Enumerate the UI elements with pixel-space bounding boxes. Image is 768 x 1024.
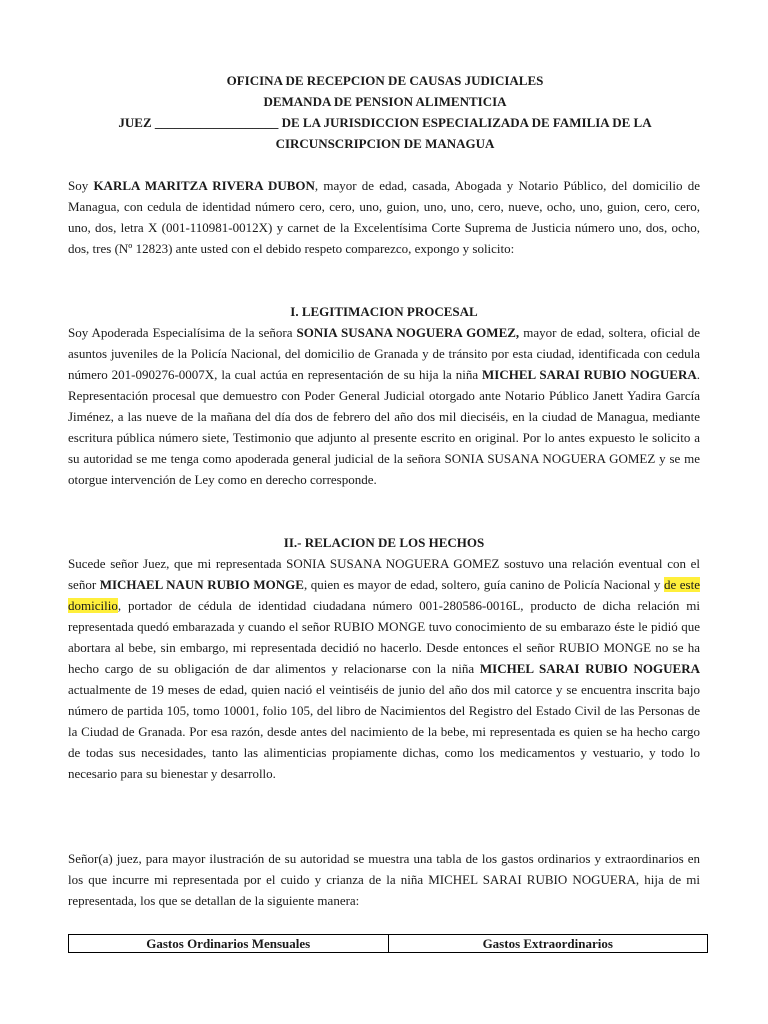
highlighted-text: de este domicilio [68, 577, 700, 613]
table-header-ordinary: Gastos Ordinarios Mensuales [69, 935, 389, 953]
hechos-text-3: , portador de cédula de identidad ciudadana número 001-280586-0016L, producto de dicha relación mi representada quedó embarazada y cuando el señor RUBIO MONGE tuvo conocimiento de su embarazo éste le pidió que abortara al bebe, sin embargo, mi representada decidió no hacerlo. Desde entonces el señor RUBIO MONGE no se ha hecho cargo de su obligación de dar alimentos y relacionarse con la niña [68, 598, 700, 676]
judge-line: JUEZ ___________________ DE LA JURISDICCION ESPECIALIZADA DE FAMILIA DE LA [118, 115, 652, 130]
circumscription-line: CIRCUNSCRIPCION DE MANAGUA [275, 136, 495, 151]
child-name: MICHEL SARAI RUBIO NOGUERA [482, 367, 697, 382]
legitimacion-text-2: mayor de edad, soltera, oficial de asuntos juveniles de la Policía Nacional, del domicilio de Granada y de tránsito por esta ciudad, identificada con cedula número 201-090276-0007X, la cual actúa en representación de su hija la niña [68, 325, 700, 382]
attorney-name: KARLA MARITZA RIVERA DUBON [93, 178, 315, 193]
hechos-text-1: Sucede señor Juez, que mi representada SONIA SUSANA NOGUERA GOMEZ sostuvo una relación eventual con el señor [68, 556, 700, 592]
table-header-row [69, 935, 708, 953]
document-title: DEMANDA DE PENSION ALIMENTICIA [263, 94, 507, 109]
legitimacion-paragraph [68, 322, 700, 490]
intro-paragraph [68, 175, 700, 259]
document-header [60, 70, 710, 154]
hechos-text-4: actualmente de 19 meses de edad, quien nació el veintiséis de junio del año dos mil catorce y se encuentra inscrita bajo número de partida 105, tomo 10001, folio 105, del libro de Nacimientos del Registro del Estado Civil de las Personas de la Ciudad de Granada. Por esa razón, desde antes del nacimiento de la bebe, mi representada es quien se ha hecho cargo de todas sus necesidades, tanto las alimenticias propiamente dichas, como los medicamentos y vestuario, y todo lo necesario para su bienestar y desarrollo. [68, 682, 700, 781]
legitimacion-text-1: Soy Apoderada Especialísima de la señora [68, 325, 297, 340]
child-name-2: MICHEL SARAI RUBIO NOGUERA [479, 661, 700, 676]
hechos-text-2: , quien es mayor de edad, soltero, guía canino de Policía Nacional y [303, 577, 664, 592]
expenses-table [68, 934, 708, 953]
intro-text-2: , mayor de edad, casada, Abogada y Notario Público, del domicilio de Managua, con cedula de identidad número cero, cero, uno, guion, uno, uno, cero, nueve, ocho, uno, guion, cero, cero, uno, dos, letra X (001-110981-0012X) y carnet de la Excelentísima Corte Suprema de Justicia número uno, dos, ocho, dos, tres (Nº 12823) ante usted con el debido respeto comparezco, expongo y solicito: [68, 178, 700, 256]
hechos-paragraph [68, 553, 700, 784]
table-header-extraordinary: Gastos Extraordinarios [388, 935, 708, 953]
section-hechos-title: II.- RELACION DE LOS HECHOS [283, 535, 485, 550]
legitimacion-text-3: . Representación procesal que demuestro con Poder General Judicial otorgado ante Notario Público Janett Yadira García Jiménez, a las nueve de la mañana del día dos de febrero del año dos mil dieciséis, en la ciudad de Managua, mediante escritura pública número siete, Testimonio que adjunto al presente escrito en original. Por lo antes expuesto le solicito a su autoridad se me tenga como apoderada general judicial de la señora SONIA SUSANA NOGUERA GOMEZ y se me otorgue intervención de Ley como en derecho corresponde. [68, 367, 700, 487]
office-title: OFICINA DE RECEPCION DE CAUSAS JUDICIALES [226, 73, 544, 88]
father-name: MICHAEL NAUN RUBIO MONGE [99, 577, 304, 592]
mother-name: SONIA SUSANA NOGUERA GOMEZ, [296, 325, 520, 340]
intro-text-1: Soy [68, 178, 94, 193]
section-legitimacion-title: I. LEGITIMACION PROCESAL [290, 304, 478, 319]
closing-paragraph: Señor(a) juez, para mayor ilustración de su autoridad se muestra una tabla de los gastos ordinarios y extraordinarios en los que incurre mi representada por el cuido y crianza de la niña MICHEL SARAI RUBIO NOGUERA, hija de mi representada, los que se detallan de la siguiente manera: [68, 851, 700, 908]
